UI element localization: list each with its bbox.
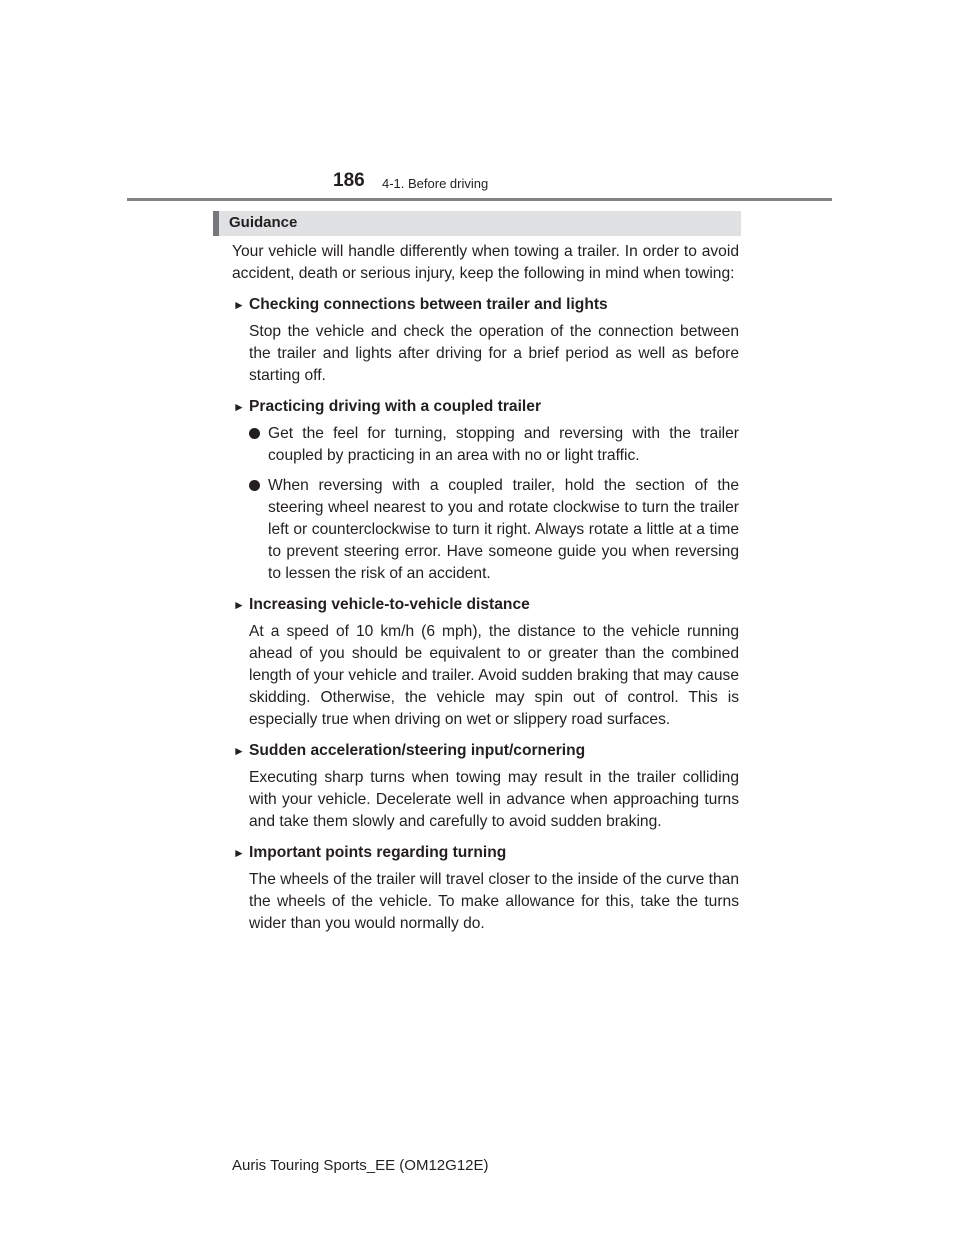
item-heading-text: Increasing vehicle-to-vehicle distance bbox=[249, 596, 530, 613]
triangle-marker-icon: ► bbox=[233, 598, 245, 612]
triangle-marker-icon: ► bbox=[233, 298, 245, 312]
item-heading bbox=[232, 594, 739, 616]
bullet-text: When reversing with a coupled trailer, hold the section of the steering wheel nearest to you and rotate clockwise to turn the trailer left or counterclockwise to turn it right. Always rotate a little at a time to prevent steering error. Have someone guide you when reversing to lessen the risk of an accident. bbox=[268, 477, 739, 582]
guidance-content bbox=[232, 241, 739, 944]
guidance-item bbox=[232, 594, 739, 731]
item-body: At a speed of 10 km/h (6 mph), the distance to the vehicle running ahead of you should be equivalent to or greater than the combined length of your vehicle and trailer. Avoid sudden braking that may cause skidding. Otherwise, the vehicle may spin out of control. This is especially true when driving on wet or slippery road surfaces. bbox=[249, 623, 739, 728]
item-body: Executing sharp turns when towing may result in the trailer colliding with your vehicle. Decelerate well in advance when approaching turns and take them slowly and carefully to avoid sudden braking. bbox=[249, 769, 739, 830]
item-heading bbox=[232, 396, 739, 418]
guidance-intro: Your vehicle will handle differently when towing a trailer. In order to avoid accident, death or serious injury, keep the following in mind when towing: bbox=[232, 243, 739, 282]
item-heading bbox=[232, 294, 739, 316]
item-heading bbox=[232, 740, 739, 762]
item-heading-text: Sudden acceleration/steering input/cornering bbox=[249, 742, 586, 759]
item-heading bbox=[232, 842, 739, 864]
guidance-item bbox=[232, 294, 739, 387]
section-title: 4-1. Before driving bbox=[382, 176, 489, 191]
item-heading-text: Checking connections between trailer and lights bbox=[249, 296, 608, 313]
triangle-marker-icon: ► bbox=[233, 846, 245, 860]
triangle-marker-icon: ► bbox=[233, 744, 245, 758]
header-rule bbox=[127, 198, 832, 201]
guidance-item bbox=[232, 842, 739, 935]
item-heading-text: Important points regarding turning bbox=[249, 844, 507, 861]
item-body: Stop the vehicle and check the operation of the connection between the trailer and lights after driving for a brief period as well as before starting off. bbox=[249, 323, 739, 384]
guidance-item bbox=[232, 396, 739, 585]
guidance-bar bbox=[213, 211, 741, 236]
footer-model-text: Auris Touring Sports_EE (OM12G12E) bbox=[232, 1157, 489, 1174]
bullet-list bbox=[232, 423, 739, 585]
bullet-item bbox=[249, 423, 739, 467]
triangle-marker-icon: ► bbox=[233, 400, 245, 414]
item-body: The wheels of the trailer will travel closer to the inside of the curve than the wheels of the vehicle. To make allowance for this, take the turns wider than you would normally do. bbox=[249, 871, 739, 932]
item-heading-text: Practicing driving with a coupled trailer bbox=[249, 398, 542, 415]
page-number: 186 bbox=[333, 170, 365, 191]
bullet-dot-icon bbox=[249, 428, 260, 439]
guidance-item bbox=[232, 740, 739, 833]
guidance-label: Guidance bbox=[229, 214, 298, 231]
bullet-text: Get the feel for turning, stopping and reversing with the trailer coupled by practicing in an area with no or light traffic. bbox=[268, 425, 739, 464]
bullet-item bbox=[249, 475, 739, 585]
bullet-dot-icon bbox=[249, 480, 260, 491]
